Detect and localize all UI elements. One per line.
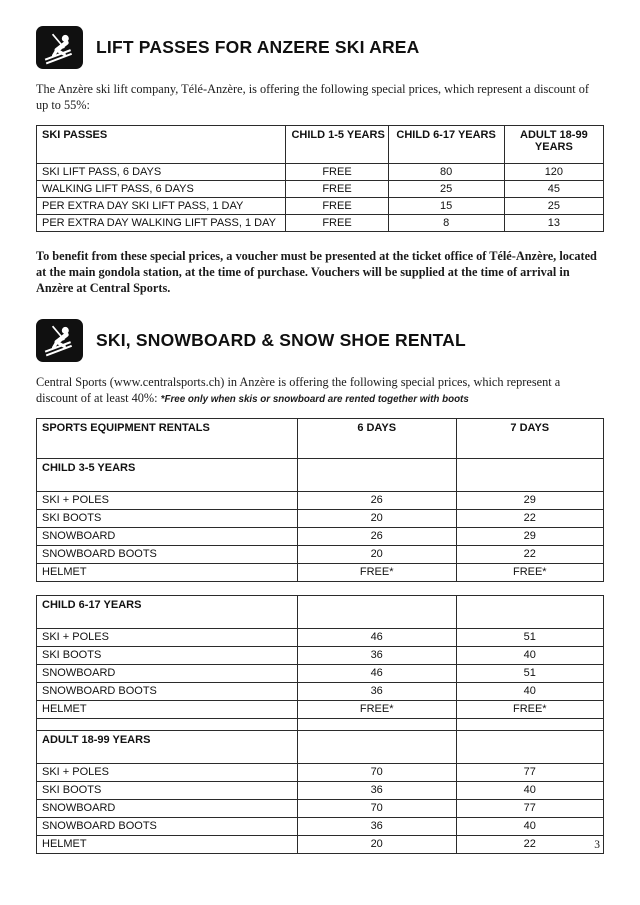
empty-cell (297, 718, 456, 730)
age-group-label: ADULT 18-99 YEARS (37, 730, 298, 763)
empty-cell (297, 730, 456, 763)
price-cell: 36 (297, 817, 456, 835)
pass-name: WALKING LIFT PASS, 6 DAYS (37, 180, 286, 197)
pass-name: SKI LIFT PASS, 6 DAYS (37, 163, 286, 180)
price-cell: 77 (456, 763, 603, 781)
pass-name: PER EXTRA DAY WALKING LIFT PASS, 1 DAY (37, 214, 286, 231)
price-cell: 51 (456, 664, 603, 682)
equipment-name: SNOWBOARD (37, 527, 298, 545)
price-cell: 77 (456, 799, 603, 817)
price-cell: 36 (297, 781, 456, 799)
price-cell: 25 (388, 180, 504, 197)
table-row (37, 563, 604, 581)
equipment-name: SNOWBOARD BOOTS (37, 682, 298, 700)
price-cell: FREE* (297, 700, 456, 718)
table-row (37, 817, 604, 835)
price-cell: 13 (504, 214, 603, 231)
price-cell: 80 (388, 163, 504, 180)
price-cell: 40 (456, 646, 603, 664)
price-cell: 29 (456, 527, 603, 545)
equipment-name: SNOWBOARD (37, 799, 298, 817)
equipment-name: SKI BOOTS (37, 781, 298, 799)
column-header: SPORTS EQUIPMENT RENTALS (37, 418, 298, 458)
price-cell: 45 (504, 180, 603, 197)
skier-icon (36, 26, 83, 69)
empty-cell (456, 730, 603, 763)
price-cell: FREE (286, 214, 388, 231)
age-group-label: CHILD 6-17 YEARS (37, 595, 298, 628)
equipment-name: HELMET (37, 700, 298, 718)
table-row (37, 781, 604, 799)
table-row (37, 163, 604, 180)
section1-heading (36, 26, 604, 69)
table-row (37, 799, 604, 817)
price-cell: 51 (456, 628, 603, 646)
column-header: 7 DAYS (456, 418, 603, 458)
price-cell: 20 (297, 509, 456, 527)
equipment-name: SKI BOOTS (37, 646, 298, 664)
rentals-table-child-6-17-adult (36, 595, 604, 854)
voucher-note: To benefit from these special prices, a voucher must be presented at the ticket office of Télé-Anzère, located at the main gondola station, at the time of purchase. Vouchers will be supplied at the time of arrival in Anzère at Central Sports. (36, 248, 597, 296)
price-cell: 46 (297, 628, 456, 646)
price-cell: 40 (456, 682, 603, 700)
lift-passes-table (36, 125, 604, 232)
table-row (37, 509, 604, 527)
price-cell: 15 (388, 197, 504, 214)
equipment-name: SKI BOOTS (37, 509, 298, 527)
price-cell: 40 (456, 781, 603, 799)
price-cell: FREE* (456, 563, 603, 581)
table-row (37, 527, 604, 545)
equipment-name: SNOWBOARD BOOTS (37, 545, 298, 563)
price-cell: 8 (388, 214, 504, 231)
table-row (37, 545, 604, 563)
price-cell: 26 (297, 491, 456, 509)
price-cell: 36 (297, 646, 456, 664)
equipment-name: HELMET (37, 835, 298, 853)
rentals-table-child-3-5 (36, 418, 604, 582)
price-cell: FREE (286, 197, 388, 214)
spacer-row (37, 718, 604, 730)
table-row (37, 180, 604, 197)
price-cell: 70 (297, 799, 456, 817)
section2-heading (36, 319, 604, 362)
table-row (37, 628, 604, 646)
group-label-row (37, 730, 604, 763)
table-header-row (37, 418, 604, 458)
price-cell: 29 (456, 491, 603, 509)
table-row (37, 682, 604, 700)
empty-cell (37, 718, 298, 730)
column-header: CHILD 1-5 YEARS (286, 125, 388, 163)
equipment-name: SNOWBOARD (37, 664, 298, 682)
equipment-name: SKI + POLES (37, 628, 298, 646)
price-cell: 20 (297, 835, 456, 853)
empty-cell (456, 458, 603, 491)
table-gap (36, 582, 604, 595)
table-row (37, 214, 604, 231)
section1-title: LIFT PASSES FOR ANZERE SKI AREA (96, 37, 420, 57)
price-cell: FREE (286, 163, 388, 180)
price-cell: 25 (504, 197, 603, 214)
table-row (37, 763, 604, 781)
rental-footnote: *Free only when skis or snowboard are rented together with boots (160, 393, 469, 405)
group-label-row (37, 458, 604, 491)
table-row (37, 491, 604, 509)
skier-icon (36, 319, 83, 362)
column-header: SKI PASSES (37, 125, 286, 163)
equipment-name: SKI + POLES (37, 763, 298, 781)
section1-intro: The Anzère ski lift company, Télé-Anzère, is offering the following special prices, which represent a discount of up to 55%: (36, 82, 589, 112)
age-group-label: CHILD 3-5 YEARS (37, 458, 298, 491)
section2-intro-text: Central Sports (www.centralsports.ch) in Anzère is offering the following special prices, which represent a discount of at least 40%: (36, 374, 561, 405)
price-cell: FREE (286, 180, 388, 197)
price-cell: 22 (456, 835, 603, 853)
column-header: ADULT 18-99 YEARS (504, 125, 603, 163)
section2-title: SKI, SNOWBOARD & SNOW SHOE RENTAL (96, 329, 466, 350)
price-cell: FREE* (456, 700, 603, 718)
price-cell: 20 (297, 545, 456, 563)
column-header: 6 DAYS (297, 418, 456, 458)
price-cell: 46 (297, 664, 456, 682)
table-row (37, 700, 604, 718)
column-header: CHILD 6-17 YEARS (388, 125, 504, 163)
price-cell: 40 (456, 817, 603, 835)
table-row (37, 835, 604, 853)
group-label-row (37, 595, 604, 628)
price-cell: 22 (456, 509, 603, 527)
section2-intro (36, 375, 604, 407)
price-cell: 22 (456, 545, 603, 563)
empty-cell (297, 458, 456, 491)
equipment-name: HELMET (37, 563, 298, 581)
price-cell: 36 (297, 682, 456, 700)
price-cell: FREE* (297, 563, 456, 581)
table-row (37, 646, 604, 664)
pass-name: PER EXTRA DAY SKI LIFT PASS, 1 DAY (37, 197, 286, 214)
empty-cell (456, 718, 603, 730)
table-header-row (37, 125, 604, 163)
equipment-name: SNOWBOARD BOOTS (37, 817, 298, 835)
table-row (37, 664, 604, 682)
empty-cell (297, 595, 456, 628)
price-cell: 70 (297, 763, 456, 781)
price-cell: 120 (504, 163, 603, 180)
price-cell: 26 (297, 527, 456, 545)
page-number: 3 (594, 839, 600, 851)
empty-cell (456, 595, 603, 628)
table-row (37, 197, 604, 214)
equipment-name: SKI + POLES (37, 491, 298, 509)
